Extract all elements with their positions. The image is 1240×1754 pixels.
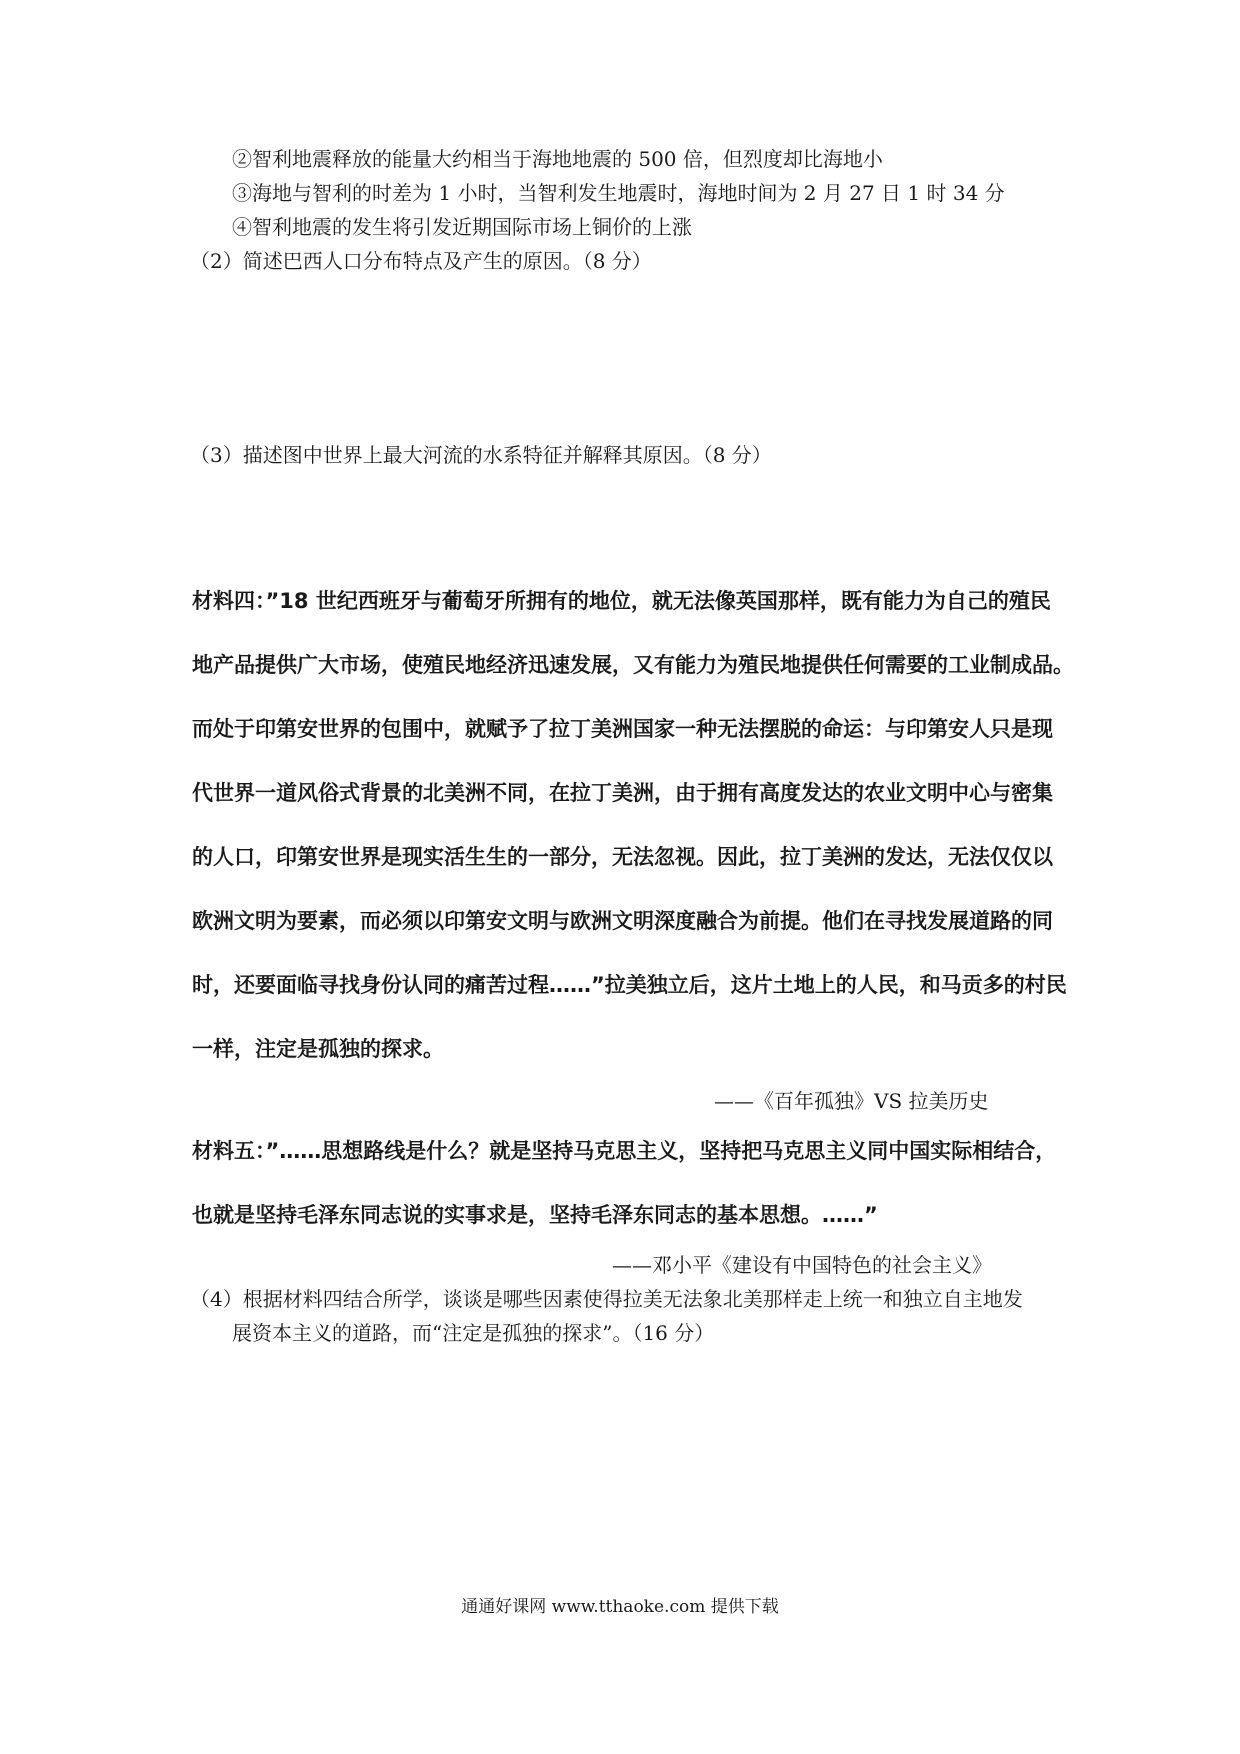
material-4-line-4: 代世界一道风俗式背景的北美洲不同，在拉丁美洲，由于拥有高度发达的农业文明中心与密集 (192, 781, 1053, 805)
material-4-source: ——《百年孤独》VS 拉美历史 (714, 1089, 989, 1113)
material-4-line-1: 材料四：”18 世纪西班牙与葡萄牙所拥有的地位，就无法像英国那样，既有能力为自己的殖民 (192, 589, 1051, 613)
material-5-line-1: 材料五：”……思想路线是什么？就是坚持马克思主义，坚持把马克思主义同中国实际相结合， (192, 1139, 1057, 1163)
material-4-line-5: 的人口，印第安世界是现实活生生的一部分，无法忽视。因此，拉丁美洲的发达，无法仅仅以 (192, 845, 1053, 869)
page-footer: 通通好课网 www.tthaoke.com 提供下载 (461, 1597, 779, 1617)
material-4-line-6: 欧洲文明为要素，而必须以印第安文明与欧洲文明深度融合为前提。他们在寻找发展道路的同 (192, 909, 1053, 933)
option-3-text: ③海地与智利的时差为 1 小时，当智利发生地震时，海地时间为 2 月 27 日 1 时 34 分 (232, 181, 1005, 205)
question-4-line-1: （4）根据材料四结合所学，谈谈是哪些因素使得拉美无法象北美那样走上统一和独立自主地发 (190, 1287, 1023, 1311)
option-4-text: ④智利地震的发生将引发近期国际市场上铜价的上涨 (232, 215, 692, 239)
material-4-line-2: 地产品提供广大市场，使殖民地经济迅速发展，又有能力为殖民地提供任何需要的工业制成品。 (192, 653, 1074, 677)
material-4-line-3: 而处于印第安世界的包围中，就赋予了拉丁美洲国家一种无法摆脱的命运：与印第安人只是现 (192, 717, 1053, 741)
material-5-source: ——邓小平《建设有中国特色的社会主义》 (612, 1253, 992, 1277)
question-4-line-2: 展资本主义的道路，而“注定是孤独的探求”。（16 分） (232, 1321, 715, 1345)
material-4-line-8: 一样，注定是孤独的探求。 (192, 1037, 444, 1061)
material-5-line-2: 也就是坚持毛泽东同志说的实事求是，坚持毛泽东同志的基本思想。……” (192, 1203, 878, 1227)
option-2-text: ②智利地震释放的能量大约相当于海地地震的 500 倍，但烈度却比海地小 (232, 147, 883, 171)
material-4-line-7: 时，还要面临寻找身份认同的痛苦过程……”拉美独立后，这片土地上的人民，和马贡多的村民 (192, 973, 1067, 997)
question-3: （3）描述图中世界上最大河流的水系特征并解释其原因。（8 分） (190, 443, 772, 467)
question-2: （2）简述巴西人口分布特点及产生的原因。（8 分） (190, 249, 652, 273)
